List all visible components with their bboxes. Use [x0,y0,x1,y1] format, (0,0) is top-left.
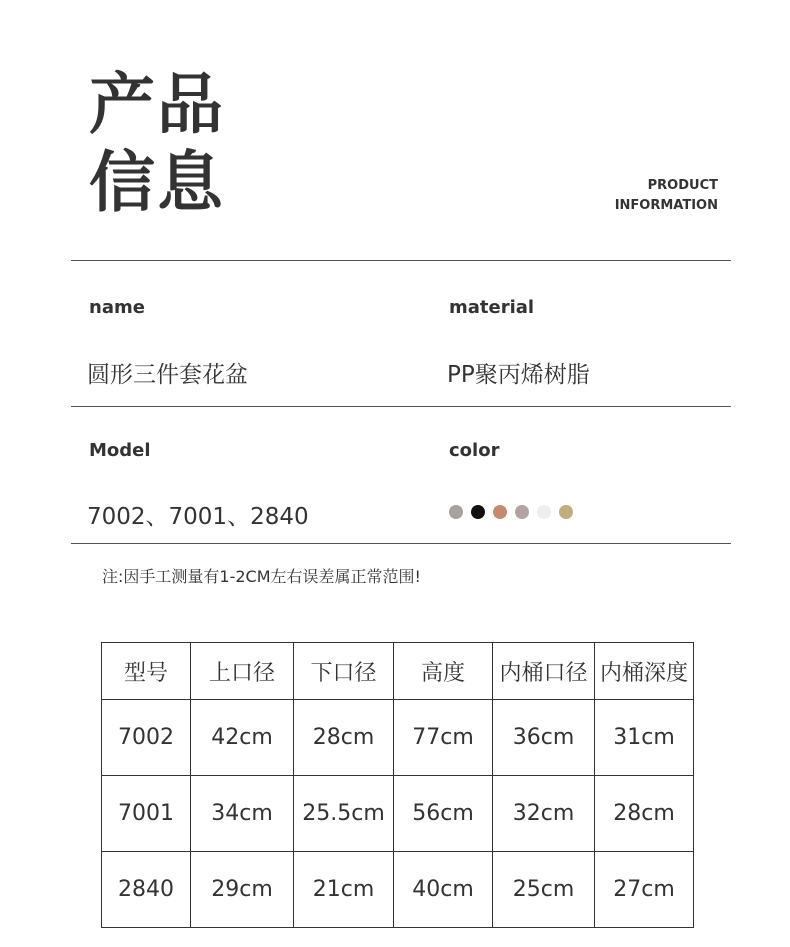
table-cell: 32cm [493,776,595,852]
table-cell: 56cm [394,776,493,852]
header-inner-depth: 内桶深度 [595,643,694,700]
table-cell: 28cm [294,700,394,776]
table-cell: 31cm [595,700,694,776]
color-swatch [449,505,463,519]
table-cell: 7002 [102,700,191,776]
table-header-row [102,643,694,700]
page-subtitle [615,176,718,216]
subtitle-line-1: PRODUCT [647,178,718,193]
header-inner-diameter: 内桶口径 [493,643,595,700]
table-cell: 25cm [493,852,595,928]
material-value: PP聚丙烯树脂 [447,362,590,388]
header-height: 高度 [394,643,493,700]
color-label: color [449,440,500,461]
table-row [102,852,694,928]
color-swatch [471,505,485,519]
model-value: 7002、7001、2840 [87,504,309,530]
header-top-diameter: 上口径 [191,643,294,700]
table-row [102,700,694,776]
table-cell: 27cm [595,852,694,928]
header-bottom-diameter: 下口径 [294,643,394,700]
table-row [102,776,694,852]
table-cell: 34cm [191,776,294,852]
color-swatch [493,505,507,519]
table-cell: 7001 [102,776,191,852]
table-cell: 25.5cm [294,776,394,852]
table-cell: 36cm [493,700,595,776]
table-cell: 29cm [191,852,294,928]
color-swatches [449,505,573,519]
header-model: 型号 [102,643,191,700]
color-swatch [515,505,529,519]
divider [71,260,731,261]
subtitle-line-2: INFORMATION [614,198,718,213]
table-cell: 77cm [394,700,493,776]
table-cell: 42cm [191,700,294,776]
name-label: name [89,297,145,318]
divider [71,406,731,407]
divider [71,543,731,544]
spec-table [101,642,694,928]
model-label: Model [89,440,151,461]
table-cell: 21cm [294,852,394,928]
color-swatch [559,505,573,519]
page-title-line-1: 产品 [89,66,225,143]
page-title-line-2: 信息 [89,144,225,221]
table-cell: 40cm [394,852,493,928]
name-value: 圆形三件套花盆 [87,362,248,388]
table-cell: 2840 [102,852,191,928]
color-swatch [537,505,551,519]
table-cell: 28cm [595,776,694,852]
material-label: material [449,297,535,318]
measurement-note: 注:因手工测量有1-2CM左右误差属正常范围! [102,567,421,586]
